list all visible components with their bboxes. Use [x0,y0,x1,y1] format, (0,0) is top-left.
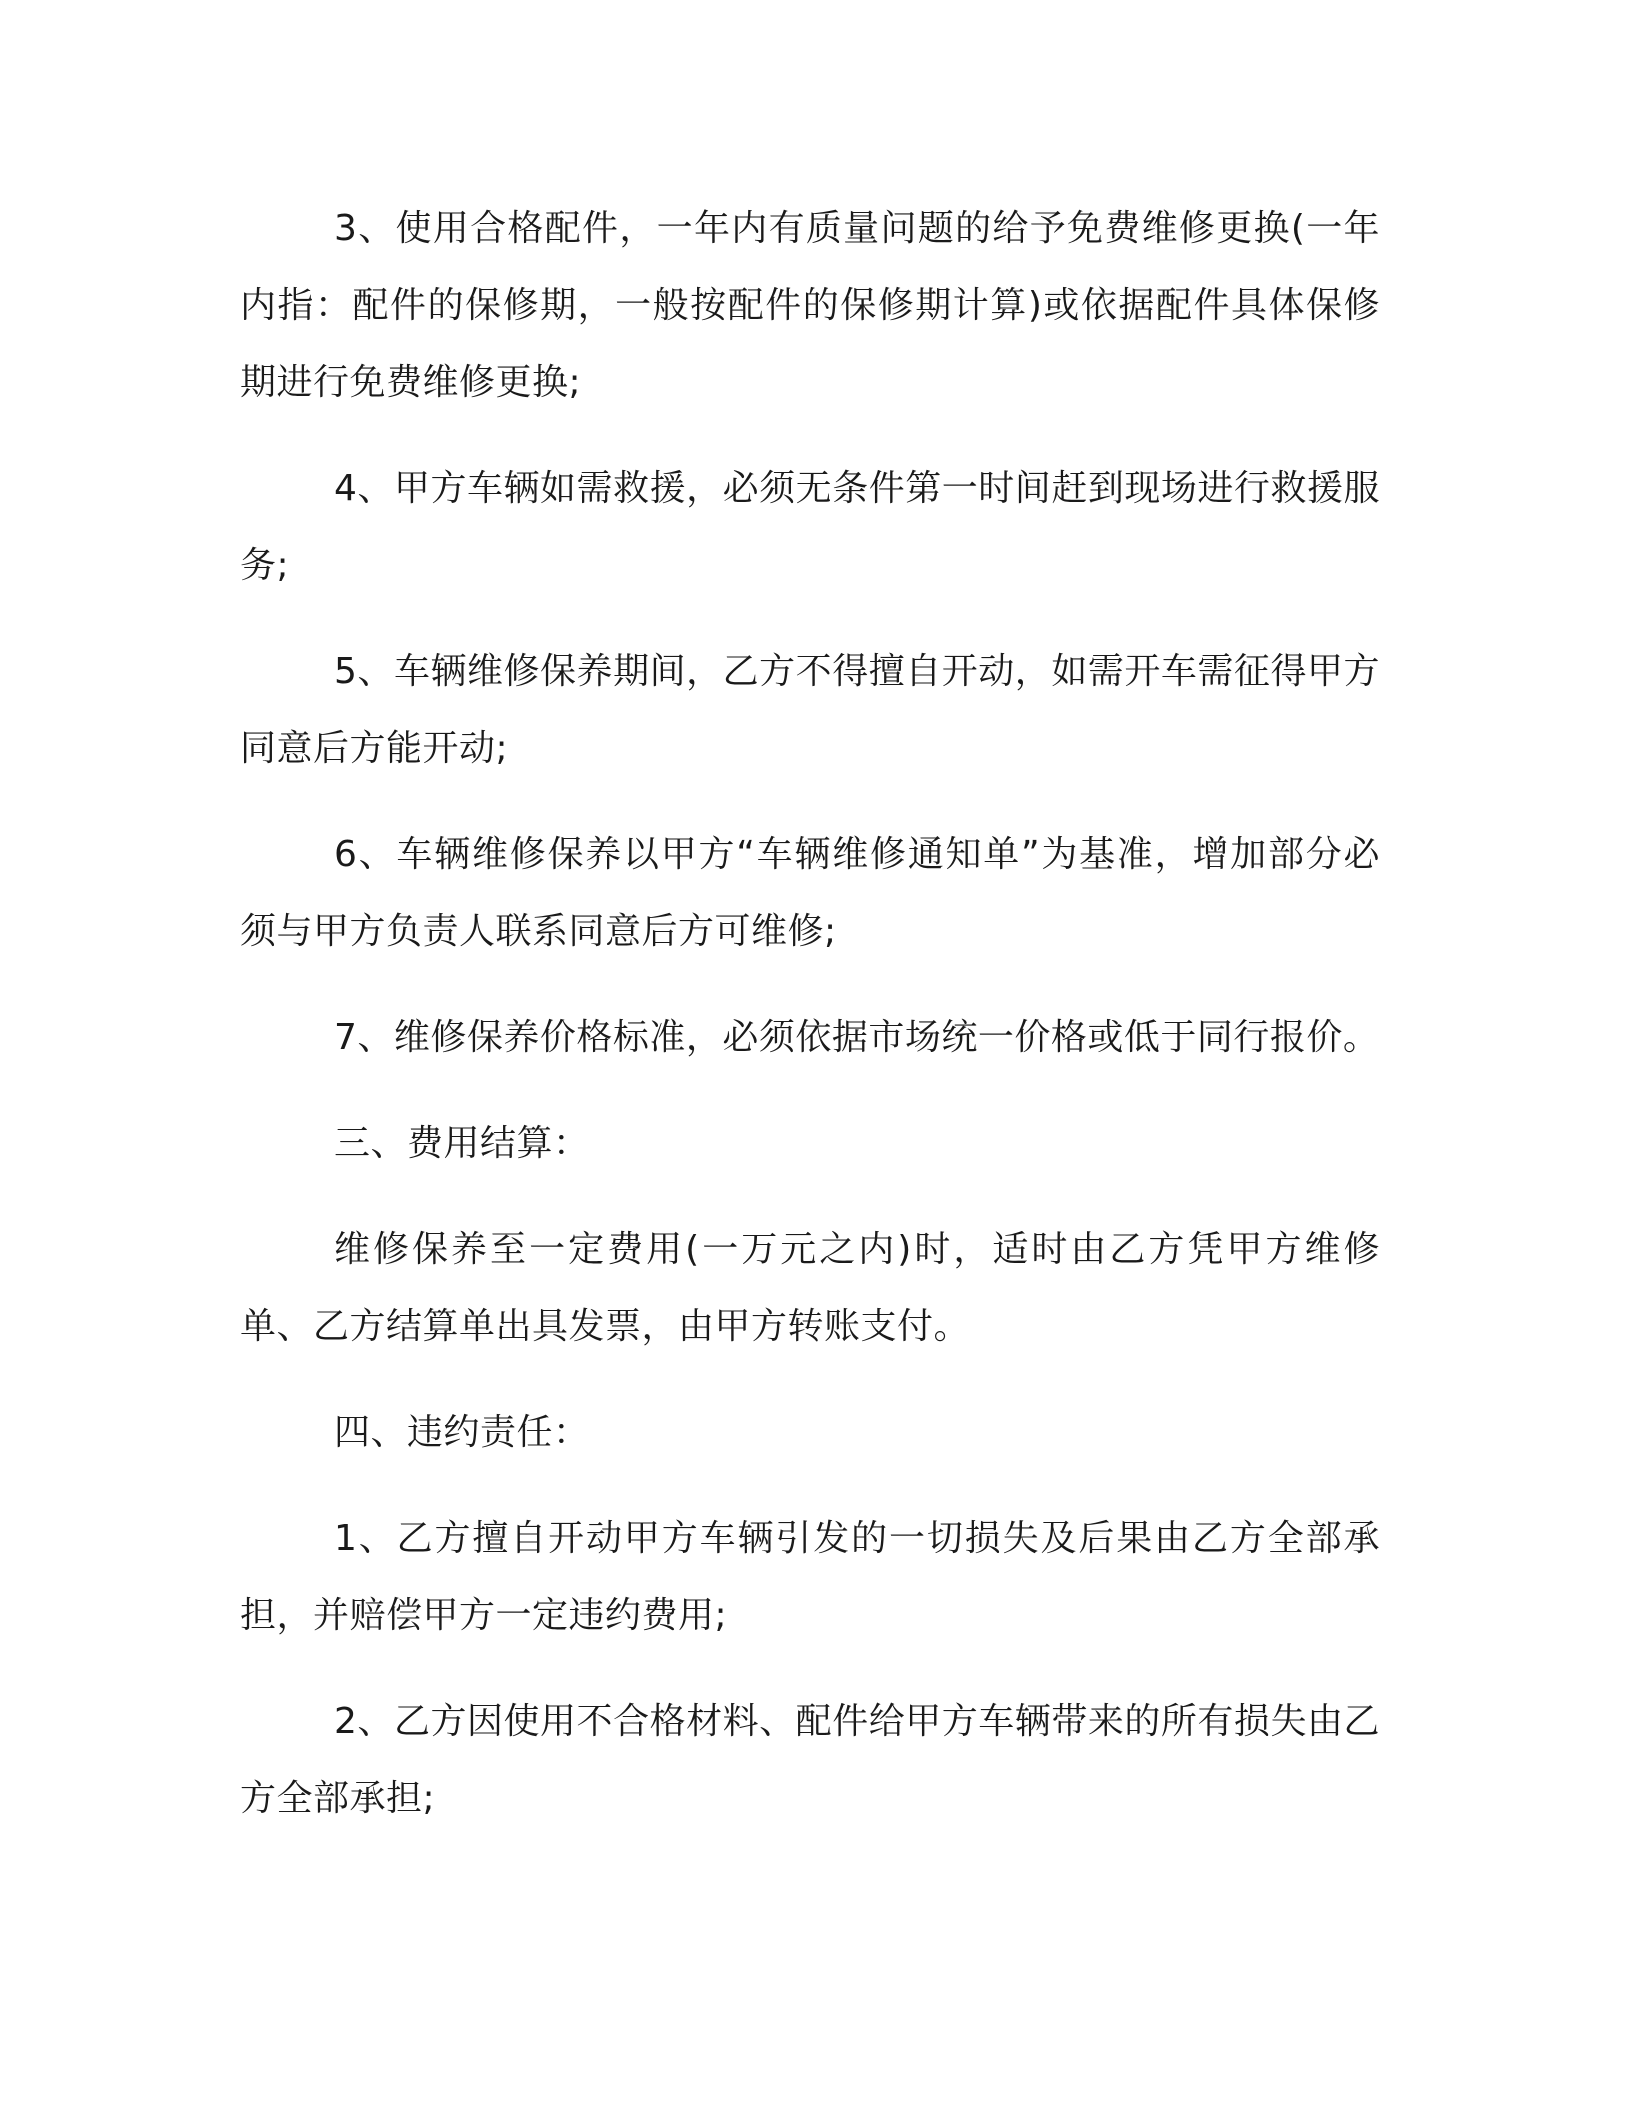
clause-7-price-standard: 7、维修保养价格标准，必须依据市场统一价格或低于同行报价。 [334,1017,1380,1058]
clause-4-rescue-service: 4、甲方车辆如需救援，必须无条件第一时间赶到现场进行救援服务; [240,468,1380,586]
liability-clause-2: 2、乙方因使用不合格材料、配件给甲方车辆带来的所有损失由乙方全部承担; [240,1701,1380,1819]
section-heading-settlement: 三、费用结算： [334,1123,590,1164]
section-heading-liability: 四、违约责任： [334,1412,590,1453]
liability-clause-1: 1、乙方擅自开动甲方车辆引发的一切损失及后果由乙方全部承担，并赔偿甲方一定违约费用; [240,1518,1380,1636]
clause-5-no-driving: 5、车辆维修保养期间，乙方不得擅自开动，如需开车需征得甲方同意后方能开动; [240,651,1380,769]
document-body [240,190,1380,1866]
settlement-paragraph: 维修保养至一定费用(一万元之内)时，适时由乙方凭甲方维修单、乙方结算单出具发票，由甲方转账支付。 [240,1229,1380,1347]
clause-3-parts-warranty: 3、使用合格配件，一年内有质量问题的给予免费维修更换(一年内指：配件的保修期，一般按配件的保修期计算)或依据配件具体保修期进行免费维修更换; [240,208,1380,403]
clause-6-repair-notice: 6、车辆维修保养以甲方“车辆维修通知单”为基准，增加部分必须与甲方负责人联系同意后方可维修; [240,834,1380,952]
